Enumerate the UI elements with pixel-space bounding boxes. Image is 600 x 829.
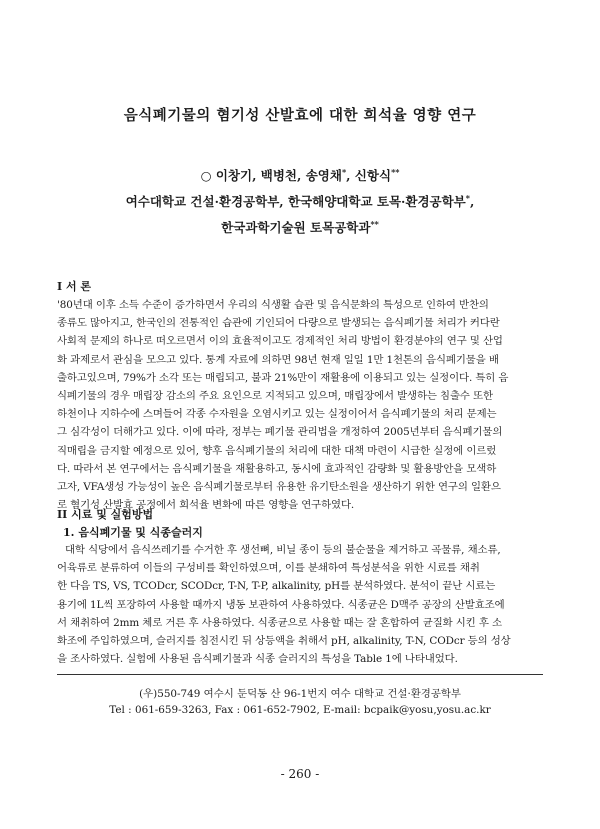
- body-line: 한 다음 TS, VS, TCODcr, SCODcr, T-N, T-P, alkalinity, pH를 분석하였다. 분석이 끝난 시료는: [57, 580, 496, 593]
- body-line: 어육류로 분류하여 이들의 구성비를 확인하였으며, 이를 분쇄하여 특성분석을 위한 시료를 채취: [57, 562, 480, 575]
- affiliation-1-sup: *: [465, 192, 470, 203]
- page-number: - 260 -: [280, 767, 320, 781]
- author-sup-2: **: [391, 166, 400, 177]
- body-line: 사회적 문제의 하나로 떠오르면서 이의 효율적이고도 경제적인 처리 방법이 환경분야의 연구 및 산업: [57, 335, 503, 348]
- body-line: 로 혐기성 산발효 공정에서 희석율 변화에 따른 영향을 연구하였다.: [57, 499, 355, 512]
- body-line: 서 채취하여 2mm 체로 거른 후 사용하였다. 식종균으로 사용할 때는 잘 혼합하여 균질화 시킨 후 소: [57, 616, 502, 629]
- affiliation-1: [0, 192, 600, 210]
- section-2-subheading: 1. 음식폐기물 및 식종슬러지: [63, 526, 203, 539]
- author-names: 이창기, 백병천, 송영채: [215, 168, 342, 183]
- body-line: 고자, VFA생성 가능성이 높은 음식폐기물로부터 유용한 유기탄소원을 생산하기 위한 연구의 일환으: [57, 480, 501, 493]
- section-2-heading: II 시료 및 실험방법: [57, 508, 154, 521]
- author-line: [0, 166, 600, 184]
- paper-title: 음식폐기물의 혐기성 산발효에 대한 희석율 영향 연구: [123, 107, 477, 124]
- body-line: 직매립을 금지할 예정으로 있어, 향후 음식폐기물의 처리에 대한 대책 마련이 시급한 실정에 이르렀: [57, 444, 497, 457]
- body-line: '80년대 이후 소득 수준이 증가하면서 우리의 식생활 습관 및 음식문화의 특성으로 인하여 반찬의: [57, 299, 489, 311]
- author-names-2: , 신항식: [346, 168, 392, 183]
- body-line: 화조에 주입하였으며, 슬러지를 침전시킨 뒤 상등액을 취해서 pH, alkalinity, T-N, CODcr 등의 성상: [57, 634, 511, 647]
- affiliation-2-sup: **: [370, 218, 379, 229]
- affiliation-2-text: 한국과학기술원 토목공학과: [221, 220, 371, 235]
- body-line: 화 과제로서 관심을 모으고 있다. 통계 자료에 의하면 98년 현재 일일 1만 1천톤의 음식폐기물을 배: [57, 353, 499, 366]
- footer-contact: Tel : 061-659-3263, Fax : 061-652-7902, E-mail: bcpaik@yosu,yosu.ac.kr: [109, 704, 491, 716]
- section-1-body: [57, 296, 543, 514]
- affiliation-1-end: ,: [469, 194, 475, 209]
- body-line: 그 심각성이 더해가고 있다. 이에 따라, 정부는 폐기물 관리법을 개정하여 2005년부터 음식폐기물의: [57, 426, 503, 439]
- affiliation-1-text: 여수대학교 건설·환경공학부, 한국해양대학교 토목·환경공학부: [125, 194, 466, 209]
- body-line: 종류도 많아지고, 한국인의 전통적인 습관에 기인되어 다량으로 발생되는 음식폐기물 처리가 커다란: [57, 317, 500, 330]
- body-line: 다. 따라서 본 연구에서는 음식폐기물을 재활용하고, 동시에 효과적인 감량화 및 활용방안을 모색하: [57, 462, 497, 475]
- author-sup-1: *: [341, 166, 347, 177]
- body-line: 하천이나 지하수에 스며들어 각종 수자원을 오염시키고 있는 실정이어서 음식폐기물의 처리 문제는: [57, 408, 497, 421]
- section-1-heading: I 서 론: [57, 280, 92, 293]
- presenter-marker: ○: [200, 168, 212, 183]
- body-line: 식폐기물의 경우 매립장 감소의 주요 요인으로 지적되고 있으며, 매립장에서 발생하는 침출수 또한: [57, 389, 493, 402]
- section-2-body: [57, 541, 543, 668]
- body-line: 출하고있으며, 79%가 소각 또는 매립되고, 불과 21%만이 재활용에 이용되고 있는 실정이다. 특히 음: [57, 371, 509, 384]
- body-line: 을 조사하였다. 실험에 사용된 음식폐기물과 식종 슬러지의 특성을 Table 1에 나타내었다.: [57, 653, 458, 666]
- footnote-divider: [57, 674, 543, 675]
- affiliation-2: [0, 218, 600, 236]
- footer-address: (우)550-749 여수시 둔덕동 산 96-1번지 여수 대학교 건설·환경공학부: [139, 688, 461, 700]
- body-line: 용기에 1L씩 포장하여 사용할 때까지 냉동 보관하여 사용하였다. 식종균은 D맥주 공장의 산발효조에: [57, 598, 505, 611]
- body-line: 대학 식당에서 음식쓰레기를 수거한 후 생선뼈, 비닐 종이 등의 불순물을 제거하고 곡물류, 채소류,: [65, 544, 501, 556]
